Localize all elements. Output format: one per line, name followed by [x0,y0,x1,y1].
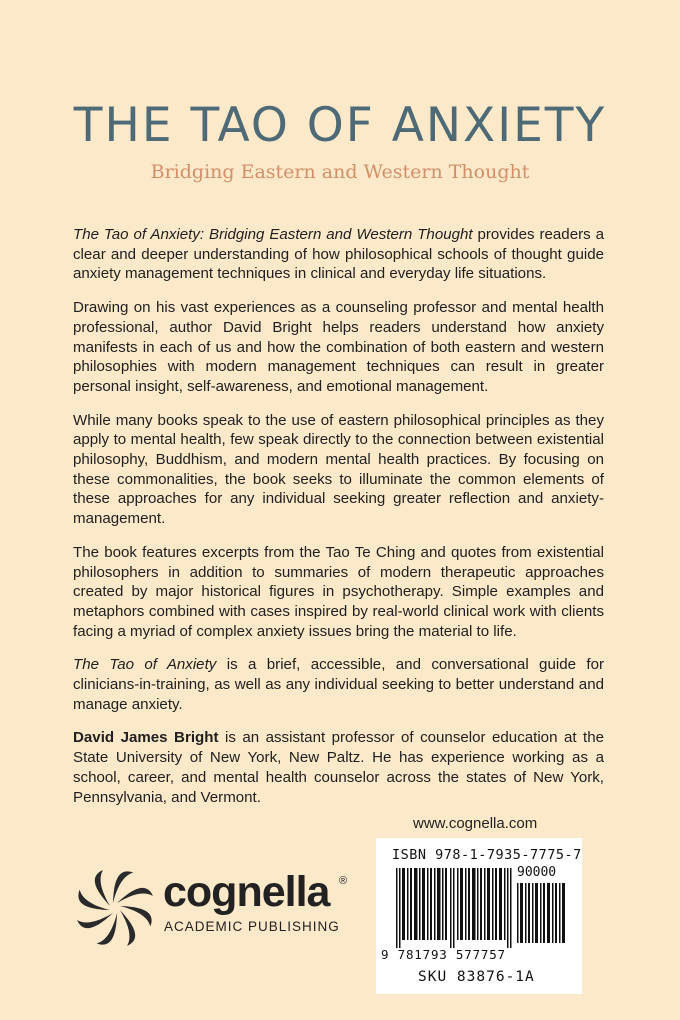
addon-barcode-bars [517,883,567,943]
ean-digits: 9 781793 577757 [381,947,506,962]
blurb-paragraph-1: The Tao of Anxiety: Bridging Eastern and Western Thought provides readers a clear and deeper understanding of how philosophical schools of thought guide anxiety management techniques in clinical and everyday life situations. [73,226,604,283]
blurb-paragraph-5: The Tao of Anxiety is a brief, accessible, and conversational guide for clinicians-in-training, as well as any individual seeking to better understand and manage anxiety. [73,656,604,713]
publisher-website[interactable]: www.cognella.com [413,815,538,832]
publisher-name: cognella [163,868,330,916]
book-title: THE TAO OF ANXIETY [73,98,607,153]
ean-barcode-bars [396,868,514,948]
book-subtitle: Bridging Eastern and Western Thought [150,161,530,183]
price-code: 90000 [517,865,557,880]
author-bio: David James Bright is an assistant professor of counselor education at the State University of New York, New Paltz. He has experience working as a school, career, and mental health counselor across the states of New York, Pennsylvania, and Vermont. [73,729,604,806]
isbn-label: ISBN 978-1-7935-7775-7 [392,847,582,863]
cognella-flower-logo-icon [73,866,157,950]
sku-label: SKU 83876-1A [418,969,535,985]
back-cover-blurb [73,225,604,821]
barcode-block [376,838,582,994]
blurb-paragraph-4: The book features excerpts from the Tao Te Ching and quotes from existential philosophers in addition to summaries of modern therapeutic approaches created by major historical figures in psychotherapy. Simple examples and metaphors combined with cases inspired by real-world clinical work with clients facing a myriad of complex anxiety issues bring the material to life. [73,543,604,640]
blurb-title-ref-2: The Tao of Anxiety [73,656,217,674]
blurb-title-ref: The Tao of Anxiety: Bridging Eastern and Western Thought [73,226,473,243]
blurb-paragraph-2: Drawing on his vast experiences as a counseling professor and mental health professional, author David Bright helps readers understand how anxiety manifests in each of us and how the combination of both eastern and western philosophies with modern management techniques can result in greater personal insight, self-awareness, and emotional management. [73,299,604,395]
publisher-division: ACADEMIC PUBLISHING [164,919,340,934]
registered-mark: ® [339,875,348,887]
blurb-paragraph-3: While many books speak to the use of eastern philosophical principles as they apply to mental health, few speak directly to the connection between existential philosophy, Buddhism, and modern mental health practices. By focusing on these commonalities, the book seeks to illuminate the common elements of these approaches for any individual seeking greater reflection and anxiety-management. [73,411,604,528]
author-name: David James Bright [73,729,219,747]
